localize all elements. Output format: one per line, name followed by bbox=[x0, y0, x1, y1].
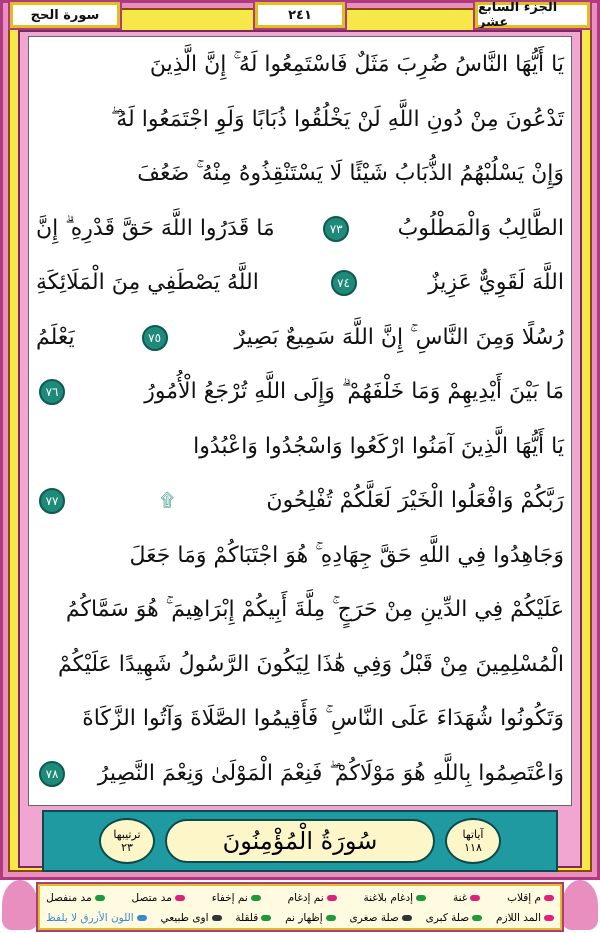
legend-label: قلقلة bbox=[235, 912, 259, 924]
legend-item bbox=[132, 892, 185, 904]
text-line bbox=[36, 311, 564, 366]
text-line bbox=[36, 365, 564, 420]
ayat-count-medallion bbox=[445, 818, 501, 864]
legend-item bbox=[426, 912, 483, 924]
order-value: ٢٣ bbox=[121, 841, 133, 854]
color-swatch-icon bbox=[544, 895, 554, 901]
legend-label: إدغام بلاغنة bbox=[363, 892, 414, 904]
surah-name-header: سورة الحج bbox=[10, 2, 120, 28]
legend-item bbox=[288, 892, 337, 904]
legend-label: صلة صغرى bbox=[349, 912, 399, 924]
verse-text: وَجَاهِدُوا فِي اللَّهِ حَقَّ جِهَادِهِ ۚ هُوَ اجْتَبَاكُمْ وَمَا جَعَلَ bbox=[129, 542, 564, 568]
legend-row bbox=[46, 888, 554, 908]
legend-item bbox=[453, 892, 480, 904]
legend-item bbox=[160, 912, 221, 924]
text-line bbox=[36, 583, 564, 638]
verse-text: مَا بَيْنَ أَيْدِيهِمْ وَمَا خَلْفَهُمْ ۗ وَإِلَى اللَّهِ تُرْجَعُ الْأُمُورُ bbox=[144, 379, 564, 404]
color-swatch-icon bbox=[544, 915, 554, 921]
legend-label: صلة كبرى bbox=[425, 912, 470, 924]
text-line bbox=[36, 692, 564, 747]
legend-item bbox=[507, 892, 554, 904]
color-swatch-icon bbox=[137, 915, 147, 921]
color-swatch-icon bbox=[212, 915, 222, 921]
color-swatch-icon bbox=[261, 915, 271, 921]
verse-text: مَا قَدَرُوا اللَّهَ حَقَّ قَدْرِهِ ۗ إِنَّ bbox=[36, 215, 275, 241]
legend-item bbox=[212, 892, 261, 904]
color-swatch-icon bbox=[251, 895, 261, 901]
legend-item bbox=[364, 892, 427, 904]
verse-text: الْمُسْلِمِينَ مِنْ قَبْلُ وَفِي هَٰذَا لِيَكُونَ الرَّسُولُ شَهِيدًا عَلَيْكُمْ bbox=[57, 651, 564, 677]
verse-text: الطَّالِبُ وَالْمَطْلُوبُ bbox=[397, 215, 564, 241]
verse-text: وَتَكُونُوا شُهَدَاءَ عَلَى النَّاسِ ۚ فَأَقِيمُوا الصَّلَاةَ وَآتُوا الزَّكَاةَ bbox=[82, 706, 564, 731]
legend-label: غنة bbox=[452, 892, 468, 904]
juz-label: الجزء السابع عشر bbox=[475, 2, 590, 28]
verse-number-marker: ٧٥ bbox=[142, 325, 168, 351]
verse-number-marker: ٧٦ bbox=[39, 379, 65, 405]
verse-text: رُسُلًا وَمِنَ النَّاسِ ۚ إِنَّ اللَّهَ سَمِيعٌ بَصِيرٌ bbox=[234, 324, 564, 350]
surah-order-medallion bbox=[99, 818, 155, 864]
legend-item bbox=[46, 892, 105, 904]
verse-text: يَا أَيُّهَا الَّذِينَ آمَنُوا ارْكَعُوا وَاسْجُدُوا وَاعْبُدُوا bbox=[193, 433, 564, 459]
surah-title: سُورَةُ الْمُؤْمِنُونَ bbox=[165, 819, 435, 863]
text-line bbox=[36, 747, 564, 802]
legend-label: اللون الأزرق لا يلفظ bbox=[46, 912, 134, 924]
color-swatch-icon bbox=[472, 915, 482, 921]
verse-text: يَا أَيُّهَا النَّاسُ ضُرِبَ مَثَلٌ فَاسْتَمِعُوا لَهُ ۚ إِنَّ الَّذِينَ bbox=[149, 52, 564, 77]
text-line bbox=[36, 256, 564, 311]
legend-label: نم إدغام bbox=[287, 892, 324, 904]
verse-text: اللَّهُ يَصْطَفِي مِنَ الْمَلَائِكَةِ bbox=[36, 270, 259, 295]
surah-banner bbox=[42, 810, 558, 872]
legend-label: مد متصل bbox=[131, 892, 172, 904]
sajda-icon: ۩ bbox=[160, 490, 175, 511]
text-line bbox=[36, 93, 564, 148]
color-swatch-icon bbox=[402, 915, 412, 921]
verse-text: اللَّهَ لَقَوِيٌّ عَزِيزٌ bbox=[428, 270, 564, 295]
text-line bbox=[36, 202, 564, 257]
text-line bbox=[36, 638, 564, 693]
color-swatch-icon bbox=[326, 915, 336, 921]
verse-text: وَاعْتَصِمُوا بِاللَّهِ هُوَ مَوْلَاكُمْ ۖ فَنِعْمَ الْمَوْلَىٰ وَنِعْمَ النَّصِيرُ bbox=[97, 760, 564, 786]
legend-label: اوى طبيعي bbox=[160, 912, 209, 924]
verse-text: تَدْعُونَ مِنْ دُونِ اللَّهِ لَنْ يَخْلُقُوا ذُبَابًا وَلَوِ اجْتَمَعُوا لَهُ ۖ bbox=[110, 106, 564, 132]
corner-ornament bbox=[2, 880, 38, 930]
text-line bbox=[36, 147, 564, 202]
legend-item bbox=[46, 912, 147, 924]
verse-text: يَعْلَمُ bbox=[36, 324, 75, 350]
legend-item bbox=[496, 912, 554, 924]
order-label: ترتيبها bbox=[113, 828, 141, 841]
legend-label: م إقلاب bbox=[507, 892, 541, 904]
tajweed-legend bbox=[38, 884, 562, 930]
color-swatch-icon bbox=[327, 895, 337, 901]
verse-text: عَلَيْكُمْ فِي الدِّينِ مِنْ حَرَجٍ ۚ مِلَّةَ أَبِيكُمْ إِبْرَاهِيمَ ۚ هُوَ سَمَّاكُمُ bbox=[65, 597, 564, 622]
verse-text: وَإِنْ يَسْلُبْهُمُ الذُّبَابُ شَيْئًا لَا يَسْتَنْقِذُوهُ مِنْهُ ۚ ضَعُفَ bbox=[137, 161, 564, 186]
color-swatch-icon bbox=[470, 895, 480, 901]
verse-number-marker: ٧٤ bbox=[331, 270, 357, 296]
color-swatch-icon bbox=[95, 895, 105, 901]
legend-row bbox=[46, 908, 554, 928]
legend-item bbox=[350, 912, 412, 924]
legend-label: إظهار نم bbox=[285, 912, 323, 924]
quran-text bbox=[36, 38, 564, 801]
color-swatch-icon bbox=[175, 895, 185, 901]
verse-text: رَبَّكُمْ وَافْعَلُوا الْخَيْرَ لَعَلَّكُمْ تُفْلِحُونَ bbox=[266, 488, 564, 513]
ayat-value: ١١٨ bbox=[464, 841, 482, 854]
text-line bbox=[36, 529, 564, 584]
text-line bbox=[36, 474, 564, 529]
page-number: ٢٤١ bbox=[255, 2, 345, 28]
legend-item bbox=[235, 912, 271, 924]
text-line bbox=[36, 420, 564, 475]
legend-label: مد منفصل bbox=[46, 892, 92, 904]
verse-number-marker: ٧٣ bbox=[323, 216, 349, 242]
verse-number-marker: ٧٧ bbox=[39, 488, 65, 514]
ayat-label: آياتها bbox=[462, 828, 484, 841]
legend-label: نم إخفاء bbox=[211, 892, 248, 904]
color-swatch-icon bbox=[416, 895, 426, 901]
text-line bbox=[36, 38, 564, 93]
corner-ornament bbox=[562, 880, 598, 930]
legend-item bbox=[285, 912, 336, 924]
verse-number-marker: ٧٨ bbox=[39, 761, 65, 787]
legend-label: المد اللازم bbox=[496, 912, 541, 924]
